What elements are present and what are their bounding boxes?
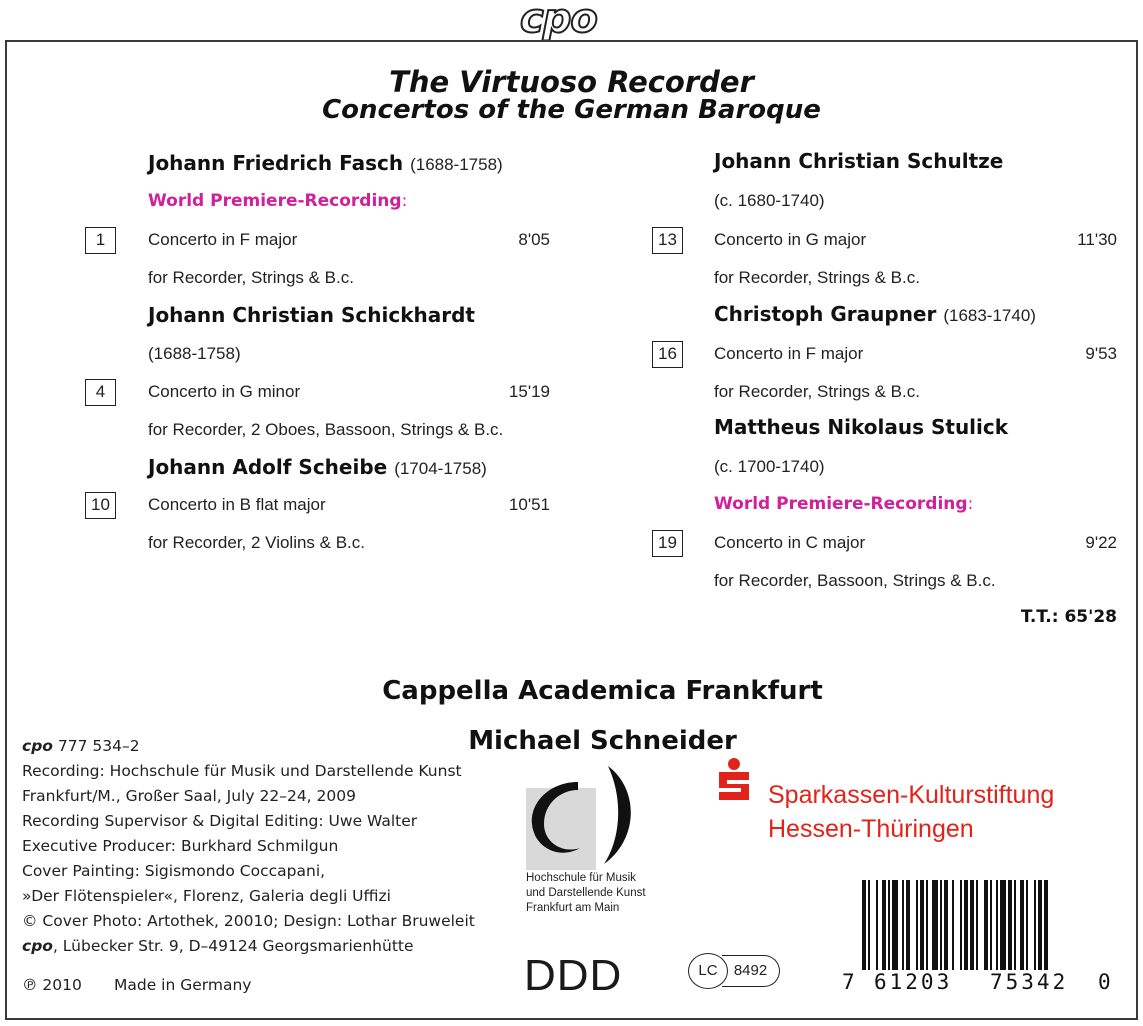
sparkasse-logo-icon [715, 758, 753, 806]
barcode-bar [964, 880, 968, 970]
lc-number: 8492 [722, 955, 780, 987]
track-number-box: 19 [652, 530, 683, 557]
track-number-box: 4 [85, 379, 116, 406]
premiere-colon: : [967, 494, 974, 514]
barcode-bar [926, 880, 928, 970]
barcode-bar [1000, 880, 1006, 970]
work-scoring: for Recorder, 2 Violins & B.c. [148, 533, 366, 552]
credit-line: Recording Supervisor & Digital Editing: Uwe Walter [22, 812, 418, 830]
barcode-bar [862, 880, 866, 970]
barcode-bar [920, 880, 924, 970]
label-code [688, 953, 781, 989]
barcode-group-1: 61203 [874, 970, 953, 994]
barcode-group-2: 75342 [990, 970, 1069, 994]
composer-years: (1688-1758) [148, 344, 241, 363]
barcode-bar [990, 880, 992, 970]
barcode-bar [1008, 880, 1012, 970]
cpo-logo: cpo [520, 0, 597, 42]
barcode-bar [1044, 880, 1048, 970]
composer-years: (c. 1700-1740) [714, 457, 825, 476]
barcode-bar [1038, 880, 1042, 970]
work-scoring: for Recorder, Strings & B.c. [714, 382, 920, 401]
barcode [842, 880, 1111, 1000]
credit-line: Cover Painting: Sigismondo Coccapani, [22, 862, 326, 880]
composer-graupner [714, 301, 1036, 329]
premiere-label [714, 493, 973, 515]
work-scoring: for Recorder, Strings & B.c. [714, 268, 920, 287]
barcode-bar [876, 880, 878, 970]
barcode-digit-first: 7 [842, 970, 855, 994]
track-number-box: 13 [652, 227, 683, 254]
barcode-bar [932, 880, 938, 970]
track-number-box: 10 [85, 492, 116, 519]
catalog-number [22, 737, 140, 756]
barcode-bar [892, 880, 898, 970]
barcode-bar [952, 880, 954, 970]
cpo-label: cpo [22, 937, 53, 955]
composer-scheibe [148, 454, 487, 482]
barcode-bar [888, 880, 890, 970]
credit-line: © Cover Photo: Artothek, 20010; Design: Lothar Bruweleit [22, 912, 475, 930]
composer-schickhardt: Johann Christian Schickhardt [148, 303, 475, 327]
work-title: Concerto in C major [714, 533, 866, 552]
work-title: Concerto in G major [714, 230, 867, 249]
work-duration: 9'53 [1085, 344, 1117, 363]
barcode-bar [960, 880, 962, 970]
hfm-caption [526, 871, 696, 916]
credit-line: Frankfurt/M., Großer Saal, July 22–24, 2009 [22, 787, 356, 805]
lc-label: LC [688, 953, 728, 989]
composer-fasch [148, 150, 503, 178]
work-duration: 10'51 [508, 495, 550, 514]
work-scoring: for Recorder, Bassoon, Strings & B.c. [714, 571, 996, 590]
credit-line: »Der Flötenspieler«, Florenz, Galeria degli Uffizi [22, 887, 391, 905]
hfm-caption-line: Hochschule für Musik [526, 872, 636, 884]
composer-years: (1688-1758) [410, 155, 503, 174]
barcode-bar [1014, 880, 1016, 970]
composer-name: Johann Adolf Scheibe [148, 455, 388, 479]
barcode-bar [940, 880, 942, 970]
catalog-value: 777 534–2 [57, 737, 140, 755]
hfm-logo-icon [520, 760, 640, 872]
cpo-label: cpo [22, 737, 53, 755]
barcode-bar [1026, 880, 1028, 970]
track-number-box: 16 [652, 341, 683, 368]
barcode-bar [902, 880, 904, 970]
barcode-bar [1020, 880, 1024, 970]
composer-years: (c. 1680-1740) [714, 191, 825, 210]
barcode-bar [906, 880, 910, 970]
album-subtitle: Concertos of the German Baroque [322, 95, 821, 125]
work-duration: 8'05 [518, 230, 550, 249]
barcode-bar [1034, 880, 1036, 970]
made-in: Made in Germany [114, 976, 252, 994]
barcode-bars [860, 880, 1110, 970]
composer-schultze: Johann Christian Schultze [714, 149, 1004, 173]
album-title: The Virtuoso Recorder [389, 65, 754, 99]
credit-line: Recording: Hochschule für Musik und Darstellende Kunst [22, 762, 462, 780]
hfm-caption-line: Frankfurt am Main [526, 902, 620, 914]
total-time: T.T.: 65'28 [1020, 607, 1117, 627]
sparkasse-line: Hessen-Thüringen [768, 815, 974, 843]
work-scoring: for Recorder, 2 Oboes, Bassoon, Strings & B.c. [148, 420, 504, 439]
barcode-bar [944, 880, 948, 970]
track-number-box: 1 [85, 227, 116, 254]
composer-stulick: Mattheus Nikolaus Stulick [714, 415, 1009, 439]
publisher-address [22, 937, 414, 956]
barcode-bar [976, 880, 978, 970]
barcode-bar [882, 880, 886, 970]
work-scoring: for Recorder, Strings & B.c. [148, 268, 354, 287]
barcode-bar [970, 880, 974, 970]
barcode-bar [916, 880, 918, 970]
ddd-code: DDD [524, 951, 623, 1000]
work-duration: 15'19 [508, 382, 550, 401]
work-title: Concerto in B flat major [148, 495, 326, 514]
work-title: Concerto in F major [148, 230, 298, 249]
work-title: Concerto in F major [714, 344, 864, 363]
barcode-bar [996, 880, 998, 970]
premiere-text: World Premiere-Recording [148, 191, 402, 211]
phonogram-notice: ℗ 2010 [22, 976, 82, 994]
composer-name: Christoph Graupner [714, 302, 937, 326]
hfm-caption-line: und Darstellende Kunst [526, 887, 646, 899]
barcode-digit-last: 0 [1098, 970, 1111, 994]
credit-line: Executive Producer: Burkhard Schmilgun [22, 837, 339, 855]
composer-name: Johann Friedrich Fasch [148, 151, 404, 175]
barcode-bar [984, 880, 988, 970]
ensemble-name: Cappella Academica Frankfurt [382, 676, 823, 706]
premiere-text: World Premiere-Recording [714, 494, 968, 514]
address-text: , Lübecker Str. 9, D–49124 Georgsmarienhütte [52, 937, 414, 955]
premiere-colon: : [401, 191, 408, 211]
sparkasse-line: Sparkassen-Kulturstiftung [768, 781, 1055, 809]
work-duration: 11'30 [1077, 230, 1117, 249]
work-duration: 9'22 [1085, 533, 1117, 552]
composer-years: (1704-1758) [394, 459, 487, 478]
composer-years: (1683-1740) [943, 306, 1036, 325]
work-title: Concerto in G minor [148, 382, 301, 401]
premiere-label [148, 190, 407, 212]
barcode-bar [868, 880, 870, 970]
conductor-name: Michael Schneider [468, 726, 737, 756]
